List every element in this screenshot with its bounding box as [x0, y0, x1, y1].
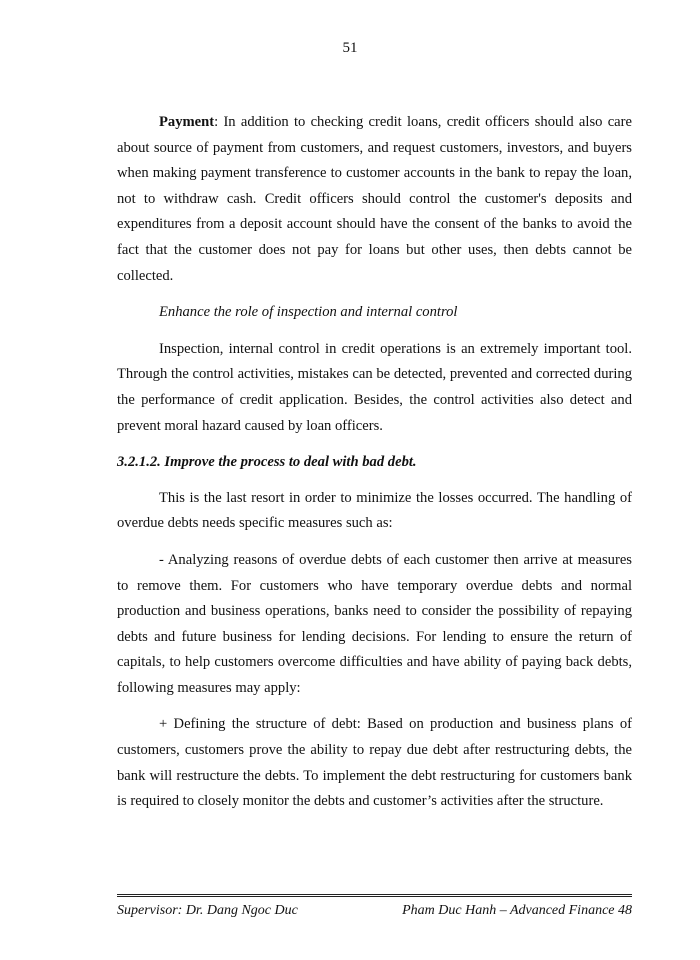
enhance-heading: Enhance the role of inspection and internal control — [159, 304, 458, 321]
section-heading: 3.2.1.2. Improve the process to deal with bad debt. — [117, 454, 417, 471]
payment-text: : In addition to checking credit loans, credit officers should also care about source of payment from customers, and request customers, investors, and buyers when making payment transference to customer accounts in the bank to repay the loan, not to withdraw cash. Credit officers should control the customer's deposits and expenditures from a deposit account should have the consent of the banks to avoid the fact that the customer does not pay for loans but other uses, then debts cannot be collected. — [117, 114, 632, 284]
payment-label: Payment — [159, 114, 215, 130]
footer-supervisor: Supervisor: Dr. Dang Ngoc Duc — [117, 903, 298, 918]
inspection-paragraph: Inspection, internal control in credit operations is an extremely important tool. Through the control activities, mistakes can be detected, prevented and corrected during the performance of credit application. Besides, the control activities also detect and prevent moral hazard caused by loan officers. — [117, 340, 632, 434]
footer — [117, 903, 632, 919]
footer-divider — [117, 894, 632, 897]
document-body — [117, 110, 632, 815]
footer-author: Pham Duc Hanh – Advanced Finance 48 — [402, 903, 632, 918]
last-resort-paragraph: This is the last resort in order to minimize the losses occurred. The handling of overdue debts needs specific measures such as: — [117, 489, 632, 532]
analyzing-paragraph: - Analyzing reasons of overdue debts of each customer then arrive at measures to remove them. For customers who have temporary overdue debts and normal production and business operations, banks need to consider the possibility of repaying debts and future business for lending decisions. For lending to ensure the return of capitals, to help customers overcome difficulties and have ability of paying back debts, following measures may apply: — [117, 551, 632, 696]
payment-paragraph — [117, 110, 632, 289]
page-number: 51 — [342, 40, 358, 56]
defining-paragraph: + Defining the structure of debt: Based on production and business plans of customers, customers prove the ability to repay due debt after restructuring debts, the bank will restructure the debts. To implement the debt restructuring for customers bank is required to closely monitor the debts and customer’s activities after the structure. — [117, 716, 632, 810]
